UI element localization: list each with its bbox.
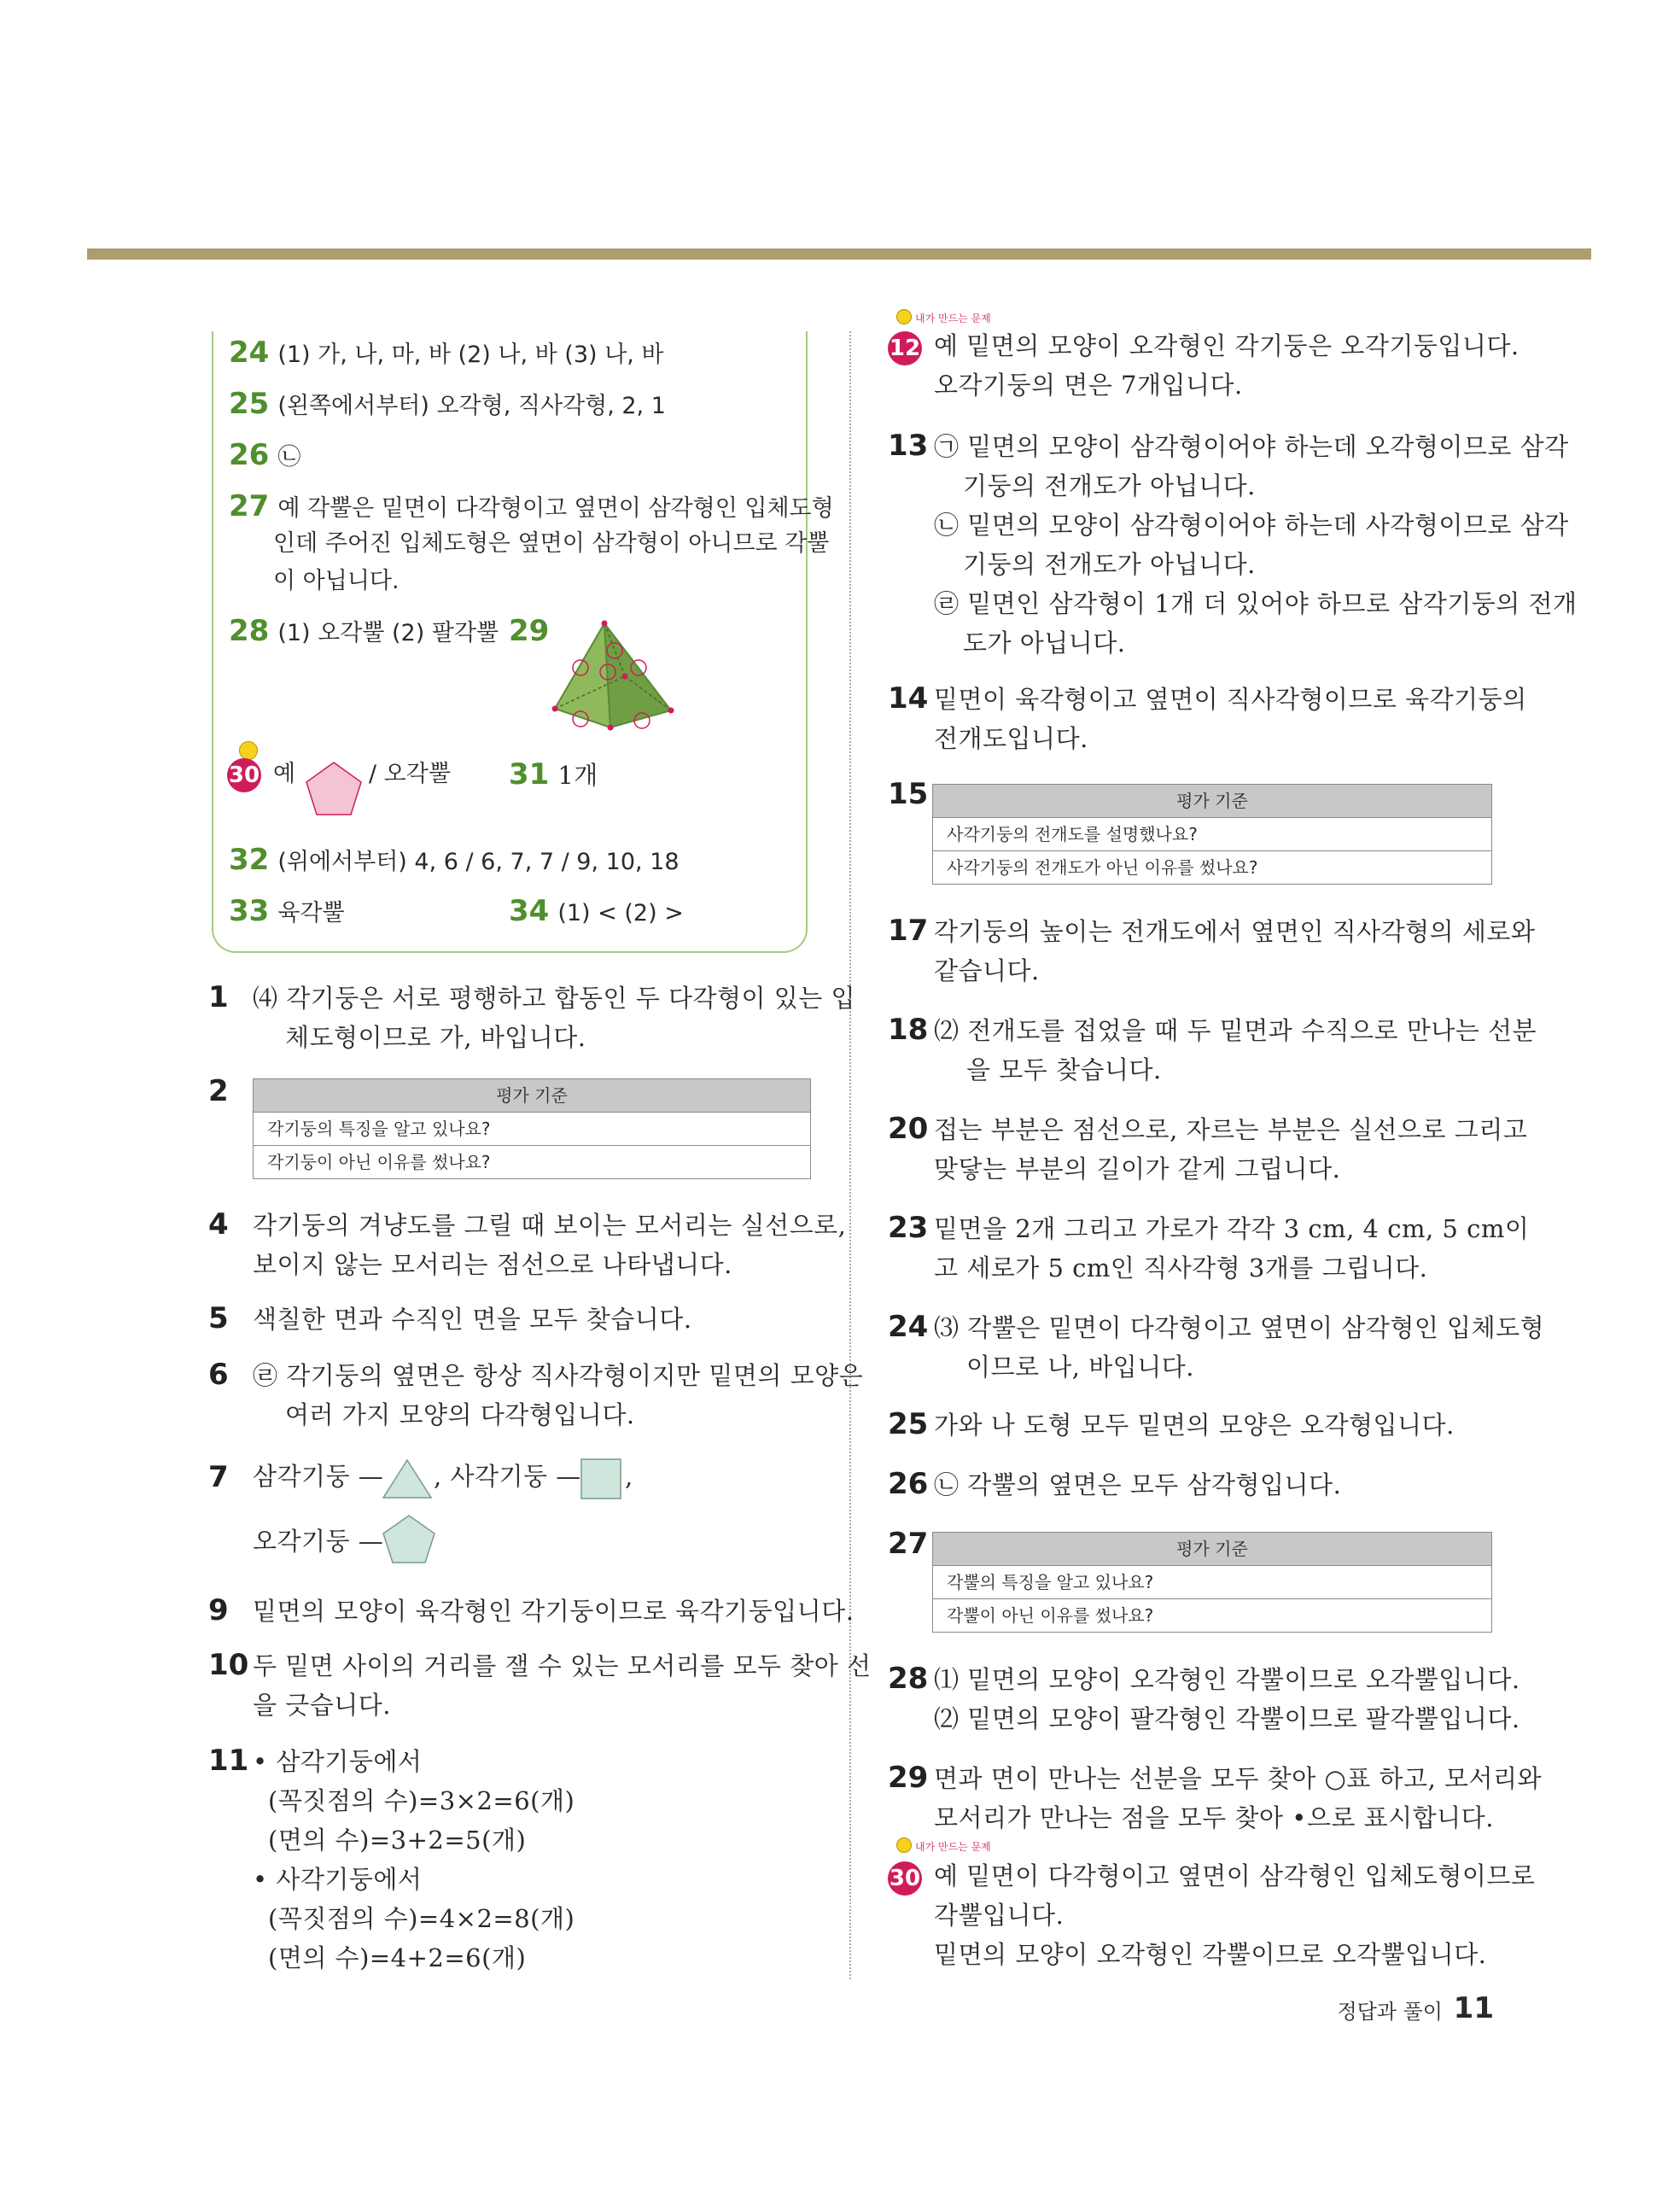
question-number: 2 (208, 1074, 229, 1108)
answer-text: (왼쪽에서부터) 오각형, 직사각형, 2, 1 (277, 393, 666, 419)
eval-row: 각뿔이 아닌 이유를 썼나요? (947, 1605, 1154, 1626)
question-number: 14 (888, 681, 929, 716)
q5-line1: 색칠한 면과 수직인 면을 모두 찾습니다. (253, 1305, 692, 1334)
question-number: 25 (888, 1407, 929, 1441)
vertex-dot (602, 621, 608, 627)
footer-label: 정답과 풀이 (1337, 2000, 1443, 2024)
question-number: 20 (888, 1112, 929, 1146)
square-shape (581, 1459, 621, 1499)
answer-31 (509, 755, 598, 796)
vertex-dot (552, 706, 558, 712)
answer-30-prefix: 예 (273, 761, 296, 787)
question-number: 17 (888, 914, 929, 948)
answer-text: (1) 오각뿔 (2) 팔각뿔 (277, 620, 499, 646)
answer-text: 1개 (557, 761, 598, 790)
answer-26 (229, 435, 300, 477)
q11-line4: • 사각기둥에서 (253, 1865, 423, 1894)
eval-row: 각뿔의 특징을 알고 있나요? (933, 1566, 1491, 1599)
answer-32 (229, 840, 680, 882)
eval-row: 각기둥의 특징을 알고 있나요? (254, 1113, 810, 1146)
question-number: 28 (888, 1662, 929, 1696)
question-number: 9 (208, 1593, 229, 1627)
question-number: 27 (888, 1527, 929, 1561)
q30-line1: 예 밑면이 다각형이고 옆면이 삼각형인 입체도형이므로 (934, 1861, 1536, 1890)
q14-line1: 밑면이 육각형이고 옆면이 직사각형이므로 육각기둥의 (934, 685, 1527, 714)
answer-text: 육각뿔 (277, 900, 345, 926)
pentagon-figure (381, 1513, 437, 1566)
q17-line2: 같습니다. (934, 956, 1040, 985)
q1-line2: 체도형이므로 가, 바입니다. (285, 1023, 586, 1052)
square-figure (579, 1457, 623, 1501)
q17-line1: 각기둥의 높이는 전개도에서 옆면인 직사각형의 세로와 (934, 917, 1536, 946)
q29-line2: 모서리가 만나는 점을 모두 찾아 •으로 표시합니다. (934, 1803, 1494, 1832)
eval-row: 사각기둥의 전개도를 설명했나요? (933, 818, 1491, 851)
answer-number: 31 (509, 757, 550, 792)
pentagon-shape (383, 1516, 435, 1563)
q13-line6: 도가 아닙니다. (963, 628, 1126, 657)
header-bar (87, 248, 1591, 260)
answer-25 (229, 384, 666, 426)
smiley-icon (896, 309, 912, 324)
vertex-dot (622, 674, 628, 680)
q13-line1: ㉠ 밑면의 모양이 삼각형이어야 하는데 오각형이므로 삼각 (934, 432, 1569, 461)
page-number: 11 (1453, 1991, 1494, 2025)
answer-text: (위에서부터) 4, 6 / 6, 7, 7 / 9, 10, 18 (277, 849, 680, 875)
vertex-dot (608, 725, 614, 731)
eval-header: 평가 기준 (254, 1079, 810, 1113)
q4-line2: 보이지 않는 모서리는 점선으로 나타냅니다. (253, 1250, 732, 1279)
q6-line1: ㉣ 각기둥의 옆면은 항상 직사각형이지만 밑면의 모양은 (253, 1361, 864, 1390)
q7-end: , (625, 1462, 633, 1491)
vertex-dot (668, 708, 674, 714)
q23-line1: 밑면을 2개 그리고 가로가 각각 3 cm, 4 cm, 5 cm이 (934, 1214, 1530, 1243)
question-number-marker: 30 (888, 1861, 922, 1896)
answer-28 (229, 611, 499, 653)
question-number: 7 (208, 1460, 229, 1494)
smiley-icon (896, 1838, 912, 1853)
answer-24 (229, 333, 663, 375)
q11-line2: (꼭짓점의 수)=3×2=6(개) (268, 1786, 575, 1815)
q7-square-label: , 사각기둥 — (434, 1462, 581, 1491)
question-number: 23 (888, 1211, 929, 1245)
q13-line5: ㉣ 밑면인 삼각형이 1개 더 있어야 하므로 삼각기둥의 전개 (934, 589, 1578, 618)
eval-table-15 (932, 784, 1492, 885)
question-number: 11 (208, 1744, 249, 1778)
q13-line2: 기둥의 전개도가 아닙니다. (963, 471, 1256, 500)
pentagon-figure (304, 760, 364, 820)
answer-text: ㉡ (277, 444, 301, 470)
q13-line3: ㉡ 밑면의 모양이 삼각형이어야 하는데 사각형이므로 삼각 (934, 511, 1569, 540)
eval-table-27 (932, 1532, 1492, 1633)
answer-text: 예 각뿔은 밑면이 다각형이고 옆면이 삼각형인 입체도형 (277, 495, 834, 522)
answer-30-text: / 오각뿔 (369, 761, 451, 787)
question-number-marker: 12 (888, 331, 922, 365)
answer-text: (1) < (2) > (557, 900, 684, 926)
eval-header: 평가 기준 (933, 785, 1491, 818)
pyramid-figure (546, 616, 691, 745)
q13-line4: 기둥의 전개도가 아닙니다. (963, 550, 1256, 579)
q28-line2: ⑵ 밑면의 모양이 팔각형인 각뿔이므로 팔각뿔입니다. (934, 1704, 1520, 1733)
answer-number: 33 (229, 894, 270, 928)
question-number: 15 (888, 777, 929, 811)
answer-number: 28 (229, 614, 270, 648)
answer-30 (227, 755, 261, 794)
q7-pentagon-label: 오각기둥 — (253, 1527, 384, 1556)
q14-line2: 전개도입니다. (934, 724, 1088, 753)
q25-line1: 가와 나 도형 모두 밑면의 모양은 오각형입니다. (934, 1411, 1455, 1440)
question-number: 4 (208, 1207, 229, 1242)
answer-text: (1) 가, 나, 마, 바 (2) 나, 바 (3) 나, 바 (277, 342, 664, 368)
question-number: 26 (888, 1467, 929, 1501)
q10-line1: 두 밑면 사이의 거리를 잴 수 있는 모서리를 모두 찾아 선 (253, 1651, 872, 1680)
q11-line1: • 삼각기둥에서 (253, 1747, 423, 1776)
q30-line3: 밑면의 모양이 오각형인 각뿔이므로 오각뿔입니다. (934, 1940, 1487, 1969)
q20-line2: 맞닿는 부분의 길이가 같게 그립니다. (934, 1154, 1341, 1183)
q12-marker-wrap (888, 328, 922, 367)
answer-34 (509, 891, 684, 933)
q30-line2: 각뿔입니다. (934, 1901, 1065, 1930)
answer-33 (229, 891, 345, 933)
answer-number: 27 (229, 489, 270, 523)
q26-line1: ㉡ 각뿔의 옆면은 모두 삼각형입니다. (934, 1470, 1342, 1499)
question-number: 1 (208, 980, 229, 1014)
question-number: 24 (888, 1310, 929, 1344)
eval-row: 사각기둥의 전개도가 아닌 이유를 썼나요? (947, 857, 1258, 878)
q18-line2: 을 모두 찾습니다. (966, 1055, 1162, 1084)
eval-header: 평가 기준 (933, 1533, 1491, 1566)
q28-line1: ⑴ 밑면의 모양이 오각형인 각뿔이므로 오각뿔입니다. (934, 1665, 1520, 1694)
q18-line1: ⑵ 전개도를 접었을 때 두 밑면과 수직으로 만나는 선분 (934, 1016, 1537, 1045)
answer-number: 24 (229, 336, 270, 370)
q20-line1: 접는 부분은 점선으로, 자르는 부분은 실선으로 그리고 (934, 1115, 1528, 1144)
q29-line1: 면과 면이 만나는 선분을 모두 찾아 ○표 하고, 모서리와 (934, 1764, 1543, 1793)
pentagon-shape (306, 762, 361, 815)
q6-line2: 여러 가지 모양의 다각형입니다. (285, 1400, 635, 1429)
question-number: 5 (208, 1301, 229, 1335)
question-number: 10 (208, 1648, 249, 1682)
q12-line2: 오각기둥의 면은 7개입니다. (934, 371, 1243, 400)
q10-line2: 을 긋습니다. (253, 1691, 392, 1720)
q12-line1: 예 밑면의 모양이 오각형인 각기둥은 오각기둥입니다. (934, 331, 1520, 360)
answer-number-marker: 30 (227, 758, 261, 792)
triangle-figure (381, 1457, 434, 1501)
eval-row: 각기둥이 아닌 이유를 썼나요? (267, 1152, 491, 1172)
q7-triangle-label: 삼각기둥 — (253, 1462, 384, 1491)
question-number: 29 (888, 1761, 929, 1795)
q11-line5: (꼭짓점의 수)=4×2=8(개) (268, 1904, 575, 1933)
answer-27-line2: 인데 주어진 입체도형은 옆면이 삼각형이 아니므로 각뿔 (273, 530, 830, 557)
q11-line3: (면의 수)=3+2=5(개) (268, 1826, 527, 1855)
question-number: 6 (208, 1358, 229, 1392)
answer-number: 25 (229, 387, 270, 421)
made-problem-label: 내가 만드는 문제 (915, 1841, 991, 1853)
q4-line1: 각기둥의 겨냥도를 그릴 때 보이는 모서리는 실선으로, (253, 1211, 847, 1240)
answer-number: 34 (509, 894, 550, 928)
q1-line1: ⑷ 각기둥은 서로 평행하고 합동인 두 다각형이 있는 입 (253, 984, 856, 1013)
column-divider (849, 331, 851, 1979)
question-number: 18 (888, 1013, 929, 1047)
q30-marker-wrap (888, 1858, 922, 1897)
eval-table-2 (253, 1078, 811, 1179)
made-problem-label: 내가 만드는 문제 (915, 313, 991, 324)
triangle-shape (383, 1460, 431, 1498)
q24-line2: 이므로 나, 바입니다. (966, 1353, 1194, 1382)
q9-line1: 밑면의 모양이 육각형인 각기둥이므로 육각기둥입니다. (253, 1597, 855, 1626)
answer-27-line3: 이 아닙니다. (273, 568, 400, 594)
question-number: 13 (888, 429, 929, 463)
answer-number: 29 (509, 614, 550, 648)
q24-line1: ⑶ 각뿔은 밑면이 다각형이고 옆면이 삼각형인 입체도형 (934, 1313, 1545, 1342)
answer-number: 32 (229, 843, 270, 877)
q23-line2: 고 세로가 5 cm인 직사각형 3개를 그립니다. (934, 1253, 1428, 1282)
answer-27 (229, 487, 834, 529)
answer-number: 26 (229, 438, 270, 472)
q11-line6: (면의 수)=4+2=6(개) (268, 1943, 527, 1972)
